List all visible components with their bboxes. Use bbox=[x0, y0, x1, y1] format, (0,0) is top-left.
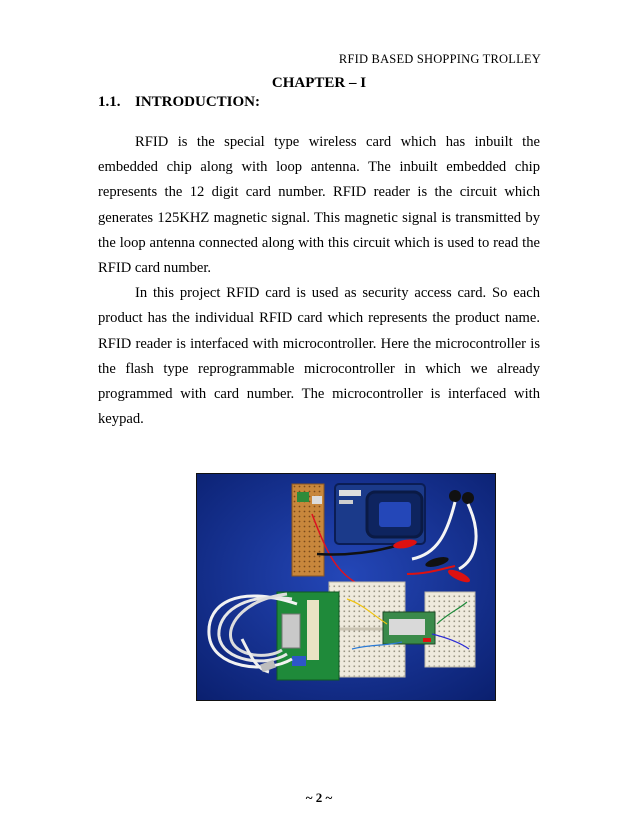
section-number: 1.1. bbox=[98, 94, 121, 110]
running-header: RFID BASED SHOPPING TROLLEY bbox=[338, 52, 541, 66]
hardware-photo bbox=[196, 473, 496, 701]
body-text bbox=[98, 130, 540, 432]
page-number: ~ 2 ~ bbox=[305, 790, 333, 805]
paragraph-2: In this project RFID card is used as security access card. So each product has the individual RFID card which represents the product name. RFID reader is interfaced with microcontroller. Here the microcontroller is the flash type reprogrammable microcontroller in which we already programmed with card number. The microcontroller is interfaced with keypad. bbox=[98, 285, 540, 428]
section-title: INTRODUCTION: bbox=[135, 94, 261, 110]
section-heading bbox=[98, 94, 260, 111]
chapter-title: CHAPTER – I bbox=[271, 75, 367, 91]
paragraph-1: RFID is the special type wireless card which has inbuilt the embedded chip along with loop antenna. The inbuilt embedded chip represents the 12 digit card number. RFID reader is the circuit which generates 125KHZ magnetic signal. This magnetic signal is transmitted by the loop antenna connected along with this circuit which is used to read the RFID card number. bbox=[98, 134, 540, 277]
db9-connector bbox=[282, 614, 300, 648]
